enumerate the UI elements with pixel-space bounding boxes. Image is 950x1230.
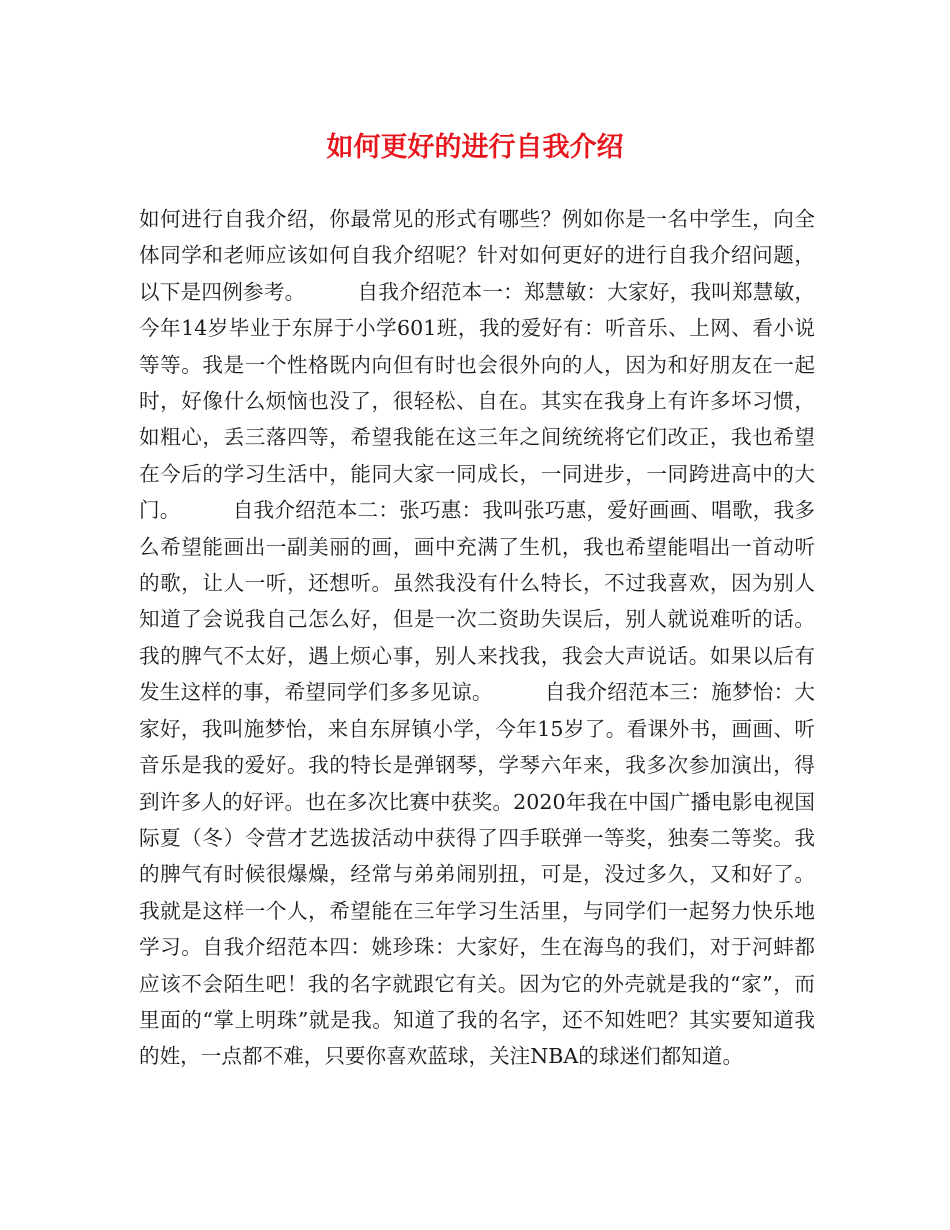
document-body-paragraph: 如何进行自我介绍，你最常见的形式有哪些？例如你是一名中学生，向全体同学和老师应该如何自我介绍呢？针对如何更好的进行自我介绍问题，以下是四例参考。 自我介绍范本一：郑慧敏：大家好，我叫郑慧敏，今年14岁毕业于东屏于小学601班，我的爱好有：听音乐、上网、看小说等等。我是一个性格既内向但有时也会很外向的人，因为和好朋友在一起时，好像什么烦恼也没了，很轻松、自在。其实在我身上有许多坏习惯，如粗心，丢三落四等，希望我能在这三年之间统统将它们改正，我也希望在今后的学习生活中，能同大家一同成长，一同进步，一同跨进高中的大门。 自我介绍范本二：张巧惠：我叫张巧惠，爱好画画、唱歌，我多么希望能画出一副美丽的画，画中充满了生机，我也希望能唱出一首动听的歌，让人一听，还想听。虽然我没有什么特长，不过我喜欢，因为别人知道了会说我自己怎么好，但是一次二资助失误后，别人就说难听的话。我的脾气不太好，遇上烦心事，别人来找我，我会大声说话。如果以后有发生这样的事，希望同学们多多见谅。 自我介绍范本三：施梦怡：大家好，我叫施梦怡，来自东屏镇小学，今年15岁了。看课外书，画画、听音乐是我的爱好。我的特长是弹钢琴，学琴六年来，我多次参加演出，得到许多人的好评。也在多次比赛中获奖。2020年我在中国广播电影电视国际夏（冬）令营才艺选拔活动中获得了四手联弹一等奖，独奏二等奖。我的脾气有时候很爆燥，经常与弟弟闹别扭，可是，没过多久，又和好了。我就是这样一个人，希望能在三年学习生活里，与同学们一起努力快乐地学习。自我介绍范本四：姚珍珠：大家好，生在海鸟的我们，对于河蚌都应该不会陌生吧！我的名字就跟它有关。因为它的外壳就是我的“家”，而里面的“掌上明珠”就是我。知道了我的名字，还不知姓吧？其实要知道我的姓，一点都不难，只要你喜欢蓝球，关注NBA的球迷们都知道。	[139, 207, 815, 1069]
document-title: 如何更好的进行自我介绍	[326, 132, 624, 163]
